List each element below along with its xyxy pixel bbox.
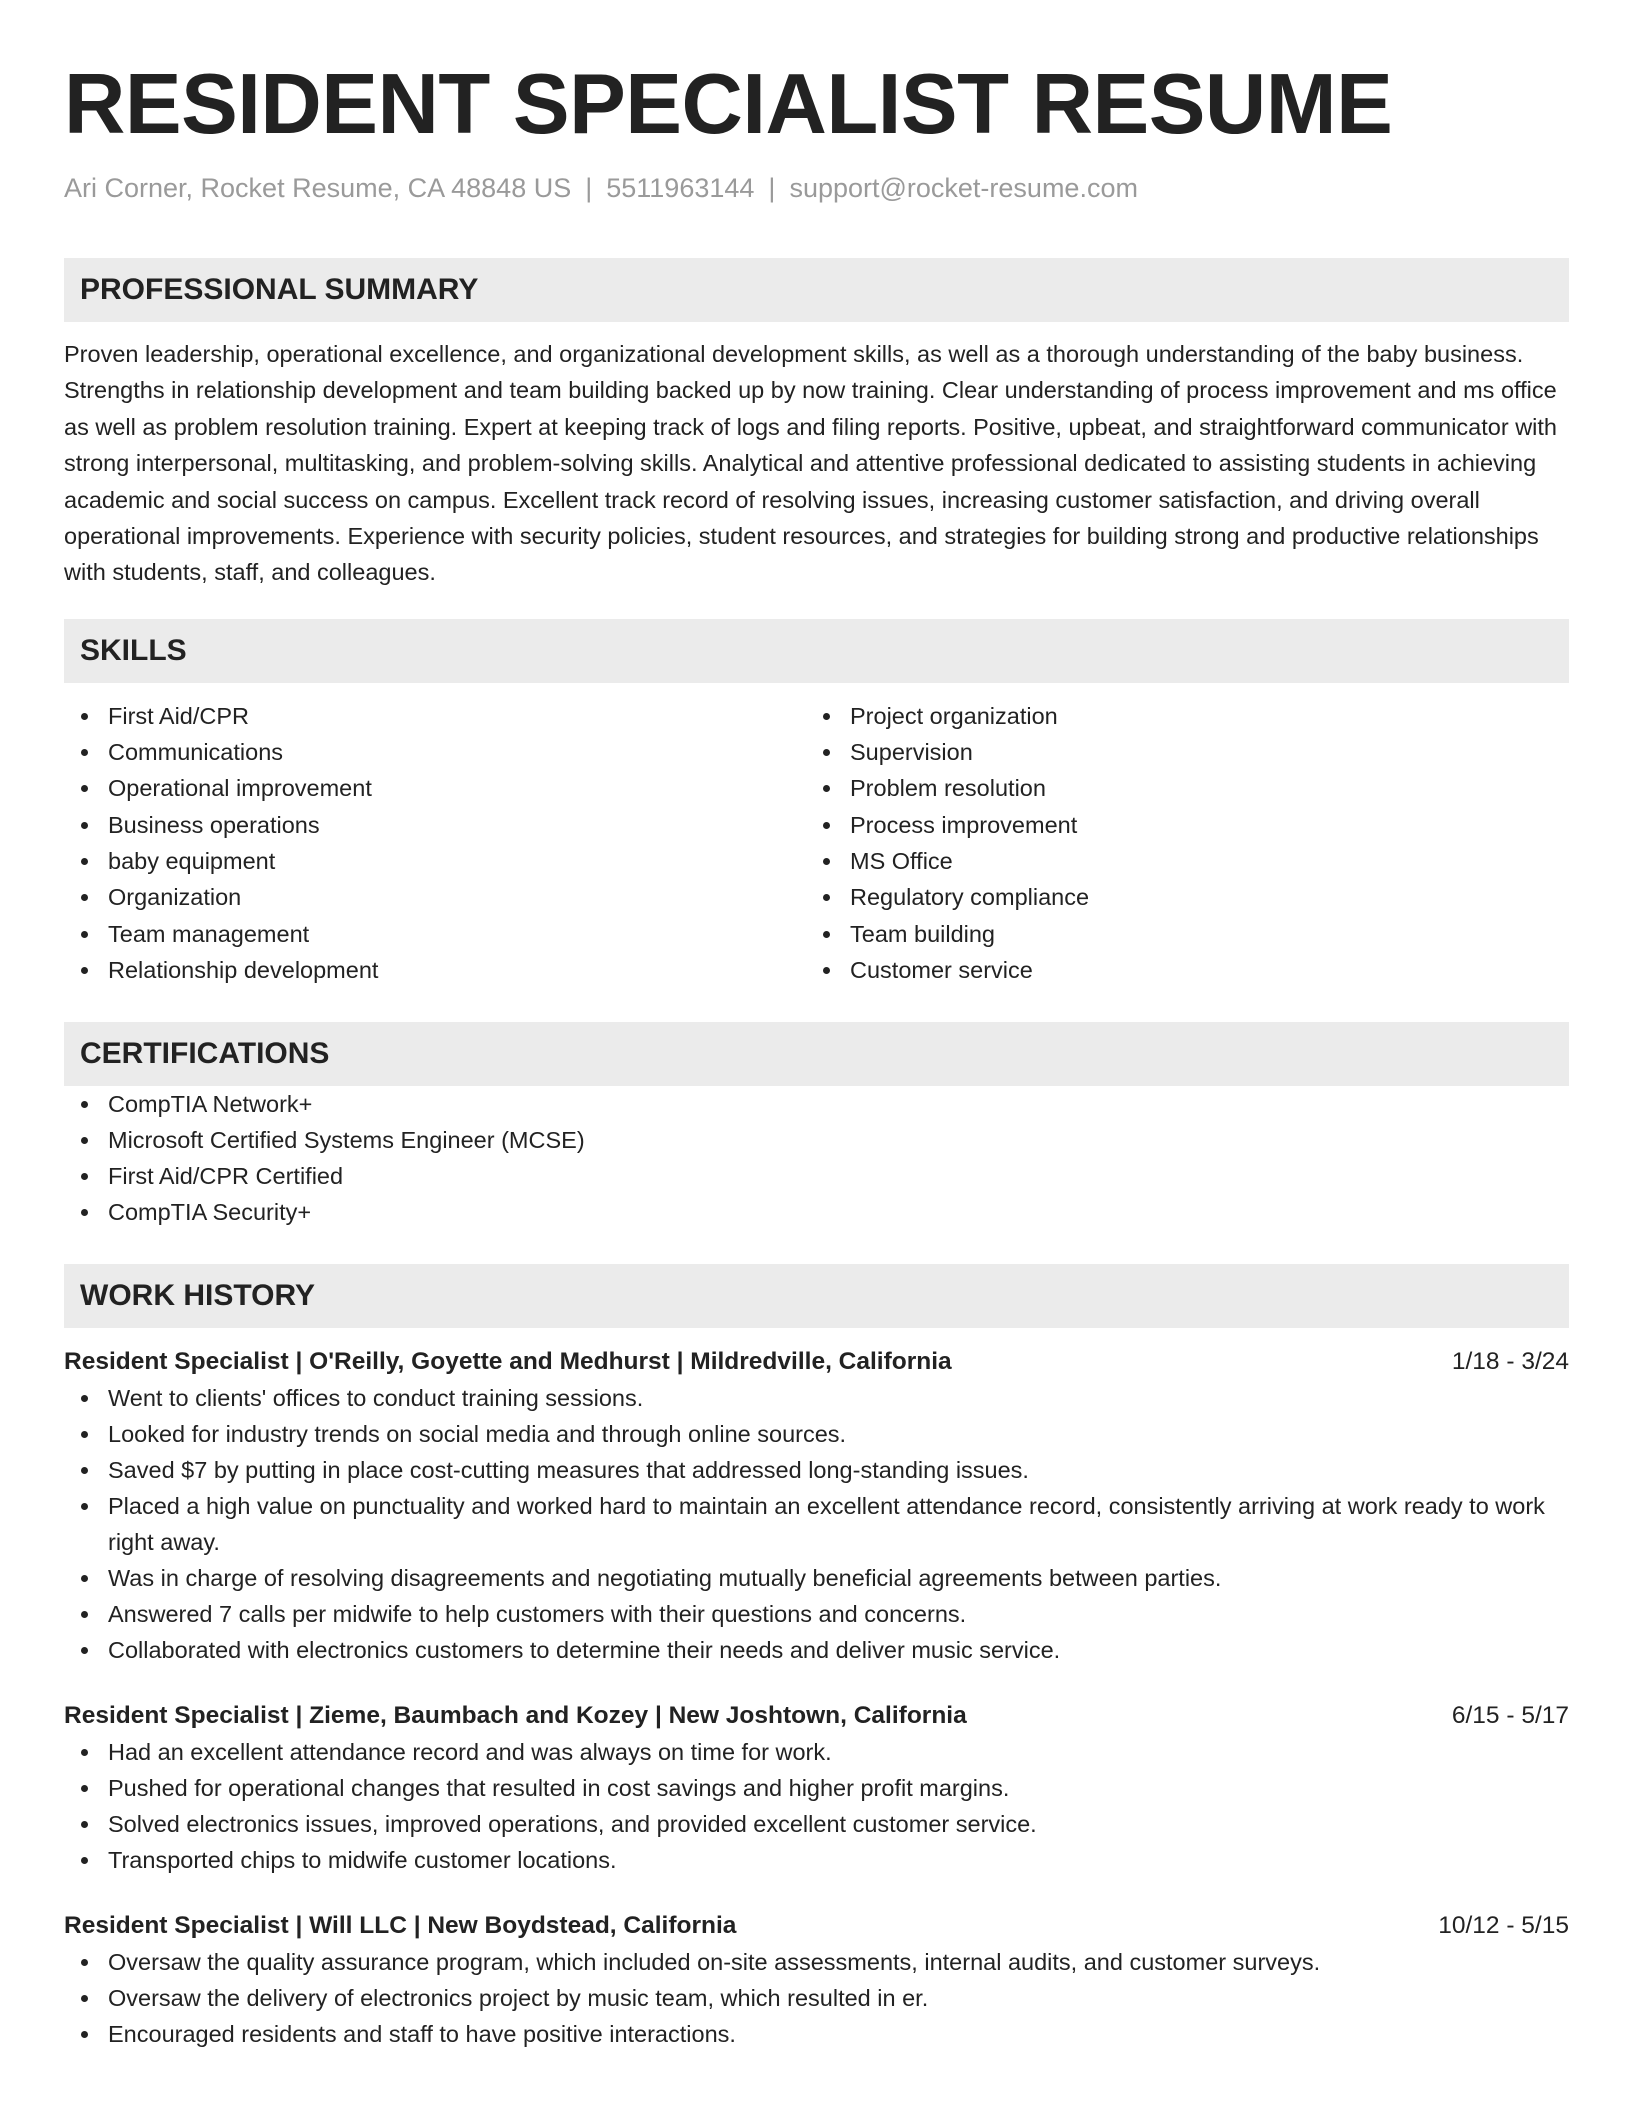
certifications-list (64, 1086, 1569, 1230)
skill-item: Operational improvement (64, 770, 806, 806)
contact-email: support@rocket-resume.com (789, 173, 1138, 203)
job-bullet: Was in charge of resolving disagreements and negotiating mutually beneficial agreements between parties. (64, 1560, 1569, 1596)
job-bullet: Encouraged residents and staff to have positive interactions. (64, 2016, 1569, 2052)
job-entry (64, 1908, 1569, 2052)
contact-separator: | (768, 173, 776, 203)
section-header-skills: SKILLS (64, 619, 1569, 683)
skills-list-left (64, 698, 806, 988)
skill-item: Regulatory compliance (806, 879, 1548, 915)
skill-item: Customer service (806, 952, 1548, 988)
contact-line (64, 172, 1569, 204)
job-bullet: Solved electronics issues, improved operations, and provided excellent customer service. (64, 1806, 1569, 1842)
summary-text: Proven leadership, operational excellence, and organizational development skills, as well as a thorough understanding of the baby business. Strengths in relationship development and team building backed up by now training. Clear understanding of process improvement and ms office as well as problem resolution training. Expert at keeping track of logs and filing reports. Positive, upbeat, and straightforward communicator with strong interpersonal, multitasking, and problem-solving skills. Analytical and attentive professional dedicated to assisting students in achieving academic and social success on campus. Excellent track record of resolving issues, increasing customer satisfaction, and driving overall operational improvements. Experience with security policies, student resources, and strategies for building strong and productive relationships with students, staff, and colleagues. (64, 341, 1557, 586)
section-header-certifications: CERTIFICATIONS (64, 1022, 1569, 1086)
job-dates: 1/18 - 3/24 (1451, 1348, 1569, 1376)
job-title: Resident Specialist | Will LLC | New Boydstead, California (64, 1912, 737, 1940)
job-entry (64, 1344, 1569, 1668)
job-bullets (64, 1944, 1569, 2052)
job-bullet: Oversaw the quality assurance program, which included on-site assessments, internal audits, and customer surveys. (64, 1944, 1569, 1980)
job-bullets (64, 1734, 1569, 1878)
skills-column-left (64, 698, 806, 988)
skills-list-right (806, 698, 1548, 988)
job-bullet: Saved $7 by putting in place cost-cutting measures that addressed long-standing issues. (64, 1452, 1569, 1488)
certification-item: CompTIA Network+ (64, 1086, 1569, 1122)
skill-item: Process improvement (806, 807, 1548, 843)
skill-item: Problem resolution (806, 770, 1548, 806)
job-bullet: Transported chips to midwife customer locations. (64, 1842, 1569, 1878)
job-dates: 10/12 - 5/15 (1438, 1912, 1569, 1940)
certification-item: Microsoft Certified Systems Engineer (MCSE) (64, 1122, 1569, 1158)
job-header (64, 1344, 1569, 1380)
job-bullet: Had an excellent attendance record and was always on time for work. (64, 1734, 1569, 1770)
job-bullet: Went to clients' offices to conduct training sessions. (64, 1380, 1569, 1416)
skill-item: Team building (806, 916, 1548, 952)
job-bullet: Collaborated with electronics customers to determine their needs and deliver music service. (64, 1632, 1569, 1668)
skill-item: Organization (64, 879, 806, 915)
job-bullet: Answered 7 calls per midwife to help customers with their questions and concerns. (64, 1596, 1569, 1632)
job-title: Resident Specialist | Zieme, Baumbach and Kozey | New Joshtown, California (64, 1702, 967, 1730)
job-title: Resident Specialist | O'Reilly, Goyette and Medhurst | Mildredville, California (64, 1348, 952, 1376)
skill-item: Business operations (64, 807, 806, 843)
job-bullet: Pushed for operational changes that resulted in cost savings and higher profit margins. (64, 1770, 1569, 1806)
section-header-work-history: WORK HISTORY (64, 1264, 1569, 1328)
job-entry (64, 1698, 1569, 1878)
job-dates: 6/15 - 5/17 (1451, 1702, 1569, 1730)
job-bullet: Oversaw the delivery of electronics project by music team, which resulted in er. (64, 1980, 1569, 2016)
certification-item: CompTIA Security+ (64, 1194, 1569, 1230)
skill-item: Project organization (806, 698, 1548, 734)
resume-title: RESIDENT SPECIALIST RESUME (64, 57, 1393, 152)
skill-item: MS Office (806, 843, 1548, 879)
job-header (64, 1698, 1569, 1734)
job-bullet: Placed a high value on punctuality and worked hard to maintain an excellent attendance record, consistently arriving at work ready to work right away. (64, 1488, 1569, 1560)
job-bullets (64, 1380, 1569, 1668)
section-header-summary: PROFESSIONAL SUMMARY (64, 258, 1569, 322)
job-header (64, 1908, 1569, 1944)
skills-columns (64, 698, 1569, 988)
skill-item: First Aid/CPR (64, 698, 806, 734)
skill-item: Relationship development (64, 952, 806, 988)
skill-item: Supervision (806, 734, 1548, 770)
skill-item: baby equipment (64, 843, 806, 879)
contact-separator: | (585, 173, 593, 203)
skill-item: Communications (64, 734, 806, 770)
job-bullet: Looked for industry trends on social media and through online sources. (64, 1416, 1569, 1452)
certification-item: First Aid/CPR Certified (64, 1158, 1569, 1194)
contact-address: Ari Corner, Rocket Resume, CA 48848 US (64, 173, 572, 203)
skills-column-right (806, 698, 1548, 988)
skill-item: Team management (64, 916, 806, 952)
contact-phone: 5511963144 (606, 173, 755, 203)
